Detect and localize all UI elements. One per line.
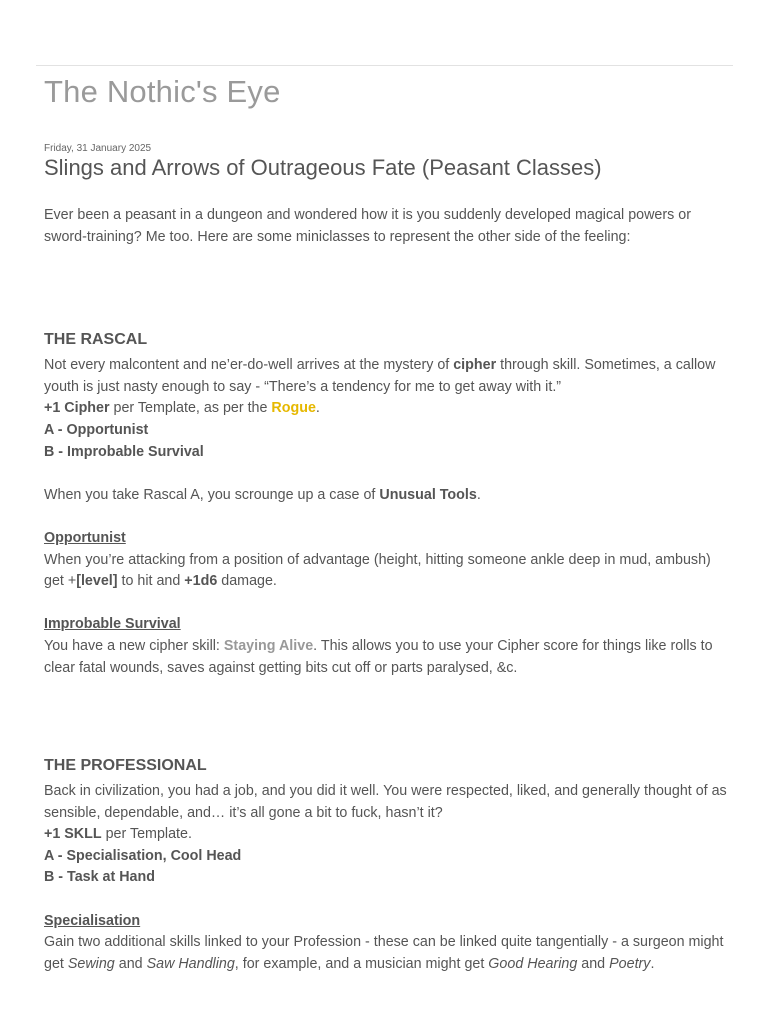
professional-template-b: B - Task at Hand: [44, 869, 155, 886]
specialisation-title: Specialisation: [44, 912, 141, 929]
professional-template-a: A - Specialisation, Cool Head: [44, 847, 242, 864]
improbable-survival-paragraph: You have a new cipher skill: Staying Alive. This allows you to use your Cipher score for things like rolls to clear fatal wounds, saves against getting bits cut off or parts paralysed, &c.: [44, 637, 713, 676]
professional-stat-line: +1 SKLL per Template.: [44, 826, 192, 843]
post-body: [44, 205, 734, 975]
improbable-survival-title: Improbable Survival: [44, 616, 181, 633]
intro-paragraph: Ever been a peasant in a dungeon and wondered how it is you suddenly developed magical powers or sword-training? Me too. Here are some miniclasses to represent the other side of the feeling:: [44, 207, 691, 245]
rascal-template-a: A - Opportunist: [44, 421, 149, 438]
rogue-link[interactable]: Rogue: [271, 400, 316, 417]
opportunist-paragraph: When you’re attacking from a position of advantage (height, hitting someone ankle deep in mud, ambush) get +[level] to hit and +1d6 damage.: [44, 551, 711, 590]
specialisation-paragraph: Gain two additional skills linked to your Profession - these can be linked quite tangentially - a surgeon might get Sewing and Saw Handling, for example, and a musician might get Good Hearing and Poetry.: [44, 934, 724, 972]
blog-title-link[interactable]: The Nothic's Eye: [44, 74, 281, 109]
opportunist-title: Opportunist: [44, 529, 126, 546]
header-divider: [36, 65, 733, 66]
professional-heading: THE PROFESSIONAL: [44, 757, 207, 775]
rascal-tools-paragraph: When you take Rascal A, you scrounge up a case of Unusual Tools.: [44, 486, 481, 503]
rascal-heading: THE RASCAL: [44, 331, 148, 349]
rascal-stat-line: +1 Cipher per Template, as per the Rogue.: [44, 400, 320, 417]
rascal-template-b: B - Improbable Survival: [44, 443, 204, 460]
professional-description: Back in civilization, you had a job, and you did it well. You were respected, liked, and generally thought of as sensible, dependable, and… it’s all gone a bit to fuck, hasn’t it?: [44, 783, 727, 821]
rascal-description: Not every malcontent and ne’er-do-well arrives at the mystery of cipher through skill. Sometimes, a callow youth is just nasty enough to say - “There’s a tendency for me to get away with it.”: [44, 357, 716, 395]
post-title: Slings and Arrows of Outrageous Fate (Peasant Classes): [44, 155, 602, 180]
post-date: Friday, 31 January 2025: [44, 143, 152, 154]
